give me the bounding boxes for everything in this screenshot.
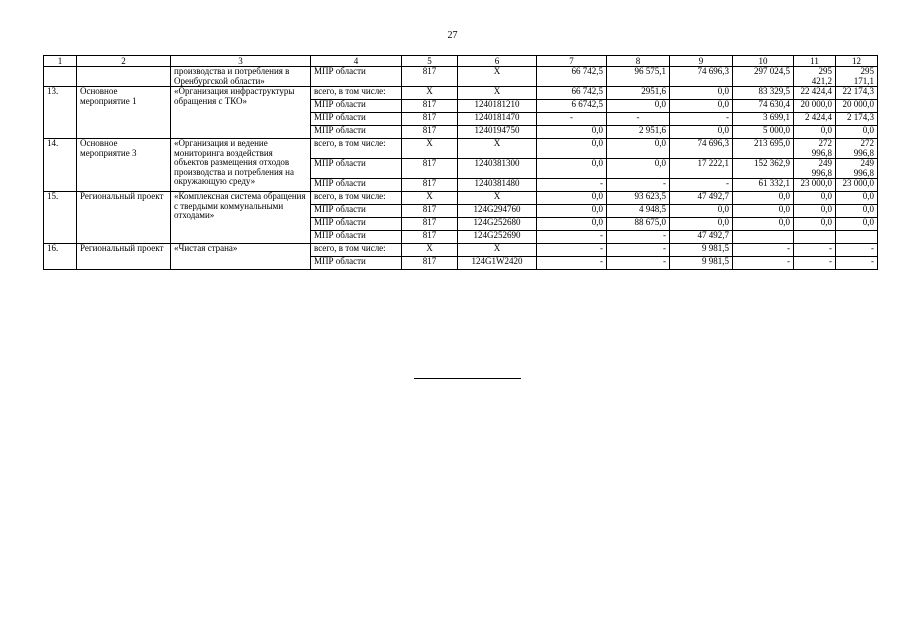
column-number: 3	[171, 56, 311, 67]
sum-col11-cell: 272 996,8	[794, 139, 836, 159]
sum-col12-cell: 0,0	[836, 205, 878, 218]
column-number: 6	[458, 56, 537, 67]
gr-code-cell: 817	[402, 100, 458, 113]
sum-col10-cell: 0,0	[733, 205, 794, 218]
sum-col11-cell: 0,0	[794, 192, 836, 205]
gr-code-cell: Х	[402, 139, 458, 159]
sum-col7-cell: -	[537, 113, 607, 126]
sum-col11-cell: 22 424,4	[794, 87, 836, 100]
sum-col12-cell	[836, 231, 878, 244]
sum-col11-cell: 0,0	[794, 218, 836, 231]
sum-col8-cell: 0,0	[607, 159, 670, 179]
target-code-cell: 124G252690	[458, 231, 537, 244]
sum-col9-cell: 9 981,5	[670, 257, 733, 270]
gr-code-cell: 817	[402, 159, 458, 179]
sum-col8-cell: -	[607, 113, 670, 126]
sum-col9-cell: 9 981,5	[670, 244, 733, 257]
sum-col7-cell: 6 6742,5	[537, 100, 607, 113]
sum-col8-cell: 0,0	[607, 139, 670, 159]
gr-code-cell: 817	[402, 231, 458, 244]
sum-col12-cell: 249 996,8	[836, 159, 878, 179]
column-number: 4	[311, 56, 402, 67]
table-body	[44, 56, 878, 270]
column-number: 10	[733, 56, 794, 67]
sum-col7-cell: 0,0	[537, 205, 607, 218]
sum-col12-cell: 0,0	[836, 218, 878, 231]
activity-name-cell: «Чистая страна»	[171, 244, 311, 270]
sum-col7-cell: 66 742,5	[537, 67, 607, 87]
executor-cell: всего, в том числе:	[311, 244, 402, 257]
executor-cell: МПР области	[311, 179, 402, 192]
table-row	[44, 244, 878, 257]
sum-col12-cell: 0,0	[836, 126, 878, 139]
executor-cell: всего, в том числе:	[311, 139, 402, 159]
row-number-cell: 16.	[44, 244, 77, 270]
target-code-cell: Х	[458, 67, 537, 87]
sum-col9-cell: 0,0	[670, 205, 733, 218]
sum-col9-cell: 0,0	[670, 87, 733, 100]
sum-col7-cell: 0,0	[537, 139, 607, 159]
sum-col8-cell: -	[607, 231, 670, 244]
footer-rule	[414, 378, 521, 379]
sum-col12-cell: -	[836, 257, 878, 270]
sum-col7-cell: -	[537, 244, 607, 257]
activity-name-cell: «Организация и ведение мониторинга воздействия объектов размещения отходов производства и потребления на окружающую среду»	[171, 139, 311, 192]
sum-col10-cell: 213 695,0	[733, 139, 794, 159]
sum-col12-cell: 22 174,3	[836, 87, 878, 100]
sum-col7-cell: 0,0	[537, 192, 607, 205]
sum-col12-cell: -	[836, 244, 878, 257]
sum-col9-cell: 47 492,7	[670, 231, 733, 244]
sum-col12-cell: 295 171,1	[836, 67, 878, 87]
activity-name-cell: «Комплексная система обращения с твердыми коммунальными отходами»	[171, 192, 311, 244]
column-number: 7	[537, 56, 607, 67]
target-code-cell: 124G252680	[458, 218, 537, 231]
sum-col10-cell: 297 024,5	[733, 67, 794, 87]
sum-col9-cell: 0,0	[670, 100, 733, 113]
sum-col12-cell: 0,0	[836, 192, 878, 205]
sum-col10-cell: 0,0	[733, 218, 794, 231]
executor-cell: МПР области	[311, 257, 402, 270]
page-number: 27	[447, 30, 458, 41]
sum-col7-cell: 0,0	[537, 159, 607, 179]
sum-col11-cell: -	[794, 257, 836, 270]
sum-col7-cell: -	[537, 231, 607, 244]
activity-type-cell: Региональный проект	[77, 244, 171, 270]
target-code-cell: Х	[458, 192, 537, 205]
target-code-cell: Х	[458, 139, 537, 159]
sum-col11-cell: 249 996,8	[794, 159, 836, 179]
gr-code-cell: 817	[402, 126, 458, 139]
target-code-cell: 1240181470	[458, 113, 537, 126]
table-row	[44, 192, 878, 205]
sum-col10-cell: 74 630,4	[733, 100, 794, 113]
activity-type-cell	[77, 67, 171, 87]
gr-code-cell: 817	[402, 205, 458, 218]
sum-col8-cell: 2951,6	[607, 87, 670, 100]
sum-col8-cell: -	[607, 244, 670, 257]
sum-col10-cell: -	[733, 257, 794, 270]
gr-code-cell: 817	[402, 67, 458, 87]
executor-cell: всего, в том числе:	[311, 192, 402, 205]
sum-col11-cell: 0,0	[794, 126, 836, 139]
sum-col8-cell: -	[607, 257, 670, 270]
sum-col10-cell: 5 000,0	[733, 126, 794, 139]
target-code-cell: Х	[458, 244, 537, 257]
row-number-cell: 13.	[44, 87, 77, 139]
sum-col12-cell: 272 996,8	[836, 139, 878, 159]
column-number: 8	[607, 56, 670, 67]
sum-col7-cell: -	[537, 257, 607, 270]
executor-cell: МПР области	[311, 67, 402, 87]
sum-col10-cell: 61 332,1	[733, 179, 794, 192]
sum-col8-cell: 93 623,5	[607, 192, 670, 205]
sum-col9-cell: 74 696,3	[670, 139, 733, 159]
column-number: 2	[77, 56, 171, 67]
sum-col9-cell: 0,0	[670, 218, 733, 231]
table-row	[44, 87, 878, 100]
executor-cell: МПР области	[311, 205, 402, 218]
column-number: 9	[670, 56, 733, 67]
activity-name-cell: «Организация инфраструктуры обращения с ТКО»	[171, 87, 311, 139]
column-number: 1	[44, 56, 77, 67]
sum-col10-cell: 83 329,5	[733, 87, 794, 100]
target-code-cell: 1240194750	[458, 126, 537, 139]
sum-col8-cell: 2 951,6	[607, 126, 670, 139]
gr-code-cell: Х	[402, 244, 458, 257]
row-number-cell: 14.	[44, 139, 77, 192]
sum-col10-cell: 152 362,9	[733, 159, 794, 179]
activity-type-cell: Основное мероприятие 1	[77, 87, 171, 139]
sum-col7-cell: 0,0	[537, 218, 607, 231]
column-number-row	[44, 56, 878, 67]
sum-col11-cell: 23 000,0	[794, 179, 836, 192]
executor-cell: МПР области	[311, 126, 402, 139]
column-number: 11	[794, 56, 836, 67]
gr-code-cell: 817	[402, 179, 458, 192]
sum-col7-cell: 0,0	[537, 126, 607, 139]
target-code-cell: 1240381480	[458, 179, 537, 192]
sum-col7-cell: 66 742,5	[537, 87, 607, 100]
sum-col8-cell: 96 575,1	[607, 67, 670, 87]
gr-code-cell: 817	[402, 218, 458, 231]
row-number-cell: 15.	[44, 192, 77, 244]
gr-code-cell: 817	[402, 257, 458, 270]
sum-col11-cell: 2 424,4	[794, 113, 836, 126]
sum-col7-cell: -	[537, 179, 607, 192]
sum-col10-cell	[733, 231, 794, 244]
sum-col9-cell: 17 222,1	[670, 159, 733, 179]
budget-table	[43, 55, 878, 270]
sum-col8-cell: -	[607, 179, 670, 192]
sum-col10-cell: 0,0	[733, 192, 794, 205]
executor-cell: МПР области	[311, 218, 402, 231]
activity-name-cell: производства и потребления в Оренбургской области»	[171, 67, 311, 87]
gr-code-cell: Х	[402, 87, 458, 100]
row-number-cell	[44, 67, 77, 87]
sum-col12-cell: 20 000,0	[836, 100, 878, 113]
executor-cell: всего, в том числе:	[311, 87, 402, 100]
sum-col11-cell	[794, 231, 836, 244]
executor-cell: МПР области	[311, 159, 402, 179]
sum-col10-cell: 3 699,1	[733, 113, 794, 126]
sum-col8-cell: 0,0	[607, 100, 670, 113]
sum-col12-cell: 2 174,3	[836, 113, 878, 126]
target-code-cell: 124G1W2420	[458, 257, 537, 270]
sum-col9-cell: 0,0	[670, 126, 733, 139]
sum-col11-cell: 295 421,2	[794, 67, 836, 87]
gr-code-cell: Х	[402, 192, 458, 205]
executor-cell: МПР области	[311, 100, 402, 113]
column-number: 5	[402, 56, 458, 67]
gr-code-cell: 817	[402, 113, 458, 126]
sum-col9-cell: -	[670, 113, 733, 126]
sum-col11-cell: 20 000,0	[794, 100, 836, 113]
sum-col8-cell: 4 948,5	[607, 205, 670, 218]
sum-col11-cell: 0,0	[794, 205, 836, 218]
activity-type-cell: Региональный проект	[77, 192, 171, 244]
sum-col9-cell: 74 696,3	[670, 67, 733, 87]
table-row	[44, 67, 878, 87]
column-number: 12	[836, 56, 878, 67]
sum-col12-cell: 23 000,0	[836, 179, 878, 192]
table-row	[44, 139, 878, 159]
target-code-cell: 124G294760	[458, 205, 537, 218]
sum-col8-cell: 88 675,0	[607, 218, 670, 231]
target-code-cell: 1240381300	[458, 159, 537, 179]
target-code-cell: Х	[458, 87, 537, 100]
target-code-cell: 1240181210	[458, 100, 537, 113]
sum-col11-cell: -	[794, 244, 836, 257]
activity-type-cell: Основное мероприятие 3	[77, 139, 171, 192]
sum-col9-cell: 47 492,7	[670, 192, 733, 205]
sum-col10-cell: -	[733, 244, 794, 257]
executor-cell: МПР области	[311, 231, 402, 244]
executor-cell: МПР области	[311, 113, 402, 126]
sum-col9-cell: -	[670, 179, 733, 192]
